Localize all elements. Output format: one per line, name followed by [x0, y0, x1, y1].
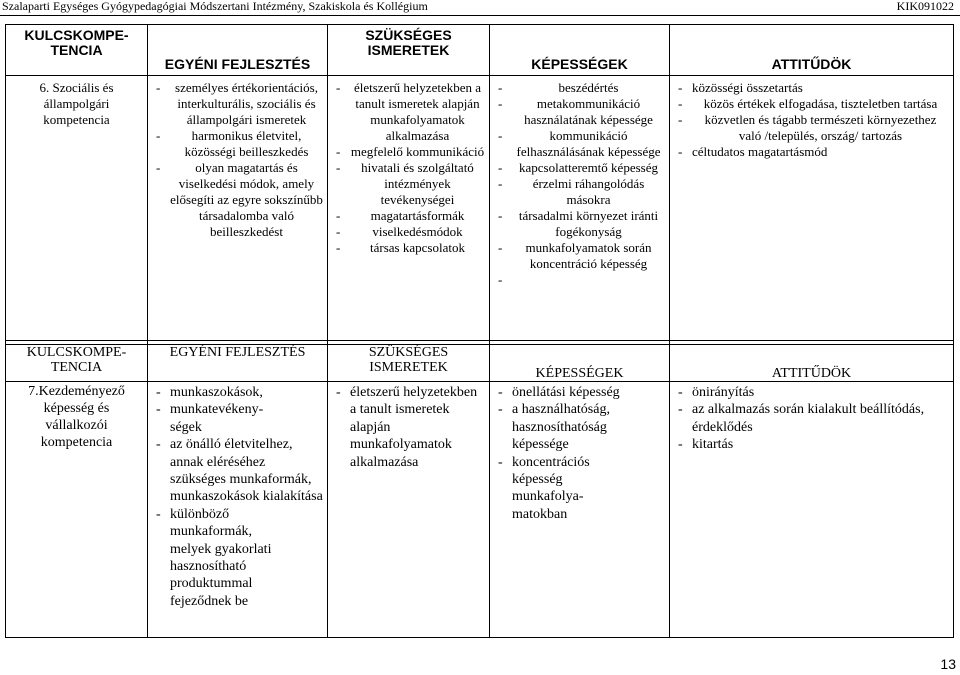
ismeretek-list: [328, 384, 489, 471]
header-szukseges-line2: ISMERETEK: [369, 360, 448, 375]
list-item-text: - a használhatóság, hasznosíthatóság képessége: [512, 402, 610, 453]
header-szukseges-ismeretek: [328, 341, 490, 382]
list-item-text: - személyes értékorientációs, interkulturális, szociális és állampolgári ismeretek: [175, 80, 318, 127]
list-item-text: - társas kapcsolatok: [370, 240, 465, 255]
competence-table-7: [5, 340, 954, 638]
kepessegek-cell: [490, 382, 670, 638]
competence-line: 6. Szociális és: [39, 80, 114, 95]
list-item: [328, 80, 489, 144]
list-item: [670, 80, 953, 96]
competence-line: állampolgári: [43, 96, 110, 111]
list-item: [148, 384, 327, 401]
header-attitudok: ATTITŰDÖK: [670, 25, 954, 76]
list-item: [148, 80, 327, 128]
table2-header-row: [6, 341, 954, 382]
competence-line: képesség és: [43, 401, 110, 416]
list-item-text: - munkaszokások,: [170, 385, 263, 400]
header-szukseges-line1: SZÜKSÉGES: [368, 345, 449, 360]
header-code: KIK091022: [896, 0, 954, 13]
list-item: [490, 208, 669, 240]
list-item: [490, 454, 669, 524]
header-attitudok: ATTITŰDÖK: [670, 341, 954, 382]
list-item-text: - önellátási képesség: [512, 385, 620, 400]
list-item: [328, 160, 489, 208]
header-kulcs-line2: TENCIA: [50, 42, 103, 58]
list-item-text: - érzelmi ráhangolódás másokra: [532, 176, 645, 207]
competence-line: 7.Kezdeményező: [28, 384, 125, 399]
attitudok-list: [670, 384, 953, 454]
egyeni-cell: [148, 382, 328, 638]
list-item-text: - metakommunikáció használatának képessége: [524, 96, 653, 127]
list-item-text: - megfelelő kommunikáció: [350, 144, 485, 159]
list-item: [490, 240, 669, 272]
list-item: [148, 506, 327, 610]
page-number: 13: [940, 656, 956, 672]
list-item: [148, 401, 327, 436]
list-item-text: - kapcsolatteremtő képesség: [519, 160, 658, 175]
list-item: [328, 208, 489, 224]
attitudok-list: [670, 80, 953, 160]
competence-name: [6, 80, 147, 128]
competence-table-6: [5, 24, 954, 345]
list-item-text: - munkafolyamatok során koncentráció képesség: [525, 240, 652, 271]
competence-cell: [6, 76, 148, 345]
list-item-text: - koncentrációs képesség munkafolya-matokban: [512, 454, 590, 522]
running-header: [0, 0, 960, 16]
list-item-text: - közvetlen és tágabb természeti környezethez való /település, ország/ tartozás: [704, 112, 937, 143]
list-item-text: - az alkalmazás során kialakult beállítódás, érdeklődés: [692, 402, 925, 435]
list-item: [670, 96, 953, 112]
header-kulcskompetencia: [6, 341, 148, 382]
ismeretek-cell: [328, 382, 490, 638]
egyeni-cell: [148, 76, 328, 345]
list-item: [490, 160, 669, 176]
list-item: [670, 144, 953, 160]
list-item-text: - munkatevékeny-ségek: [170, 402, 264, 435]
competence-name: [6, 383, 147, 451]
list-item-text: - az önálló életvitelhez, annak eléréséhez szükséges munkaformák, munkaszokások kialakítása: [170, 437, 323, 505]
header-kulcskompetencia: [6, 25, 148, 76]
list-item-text: - olyan magatartás és viselkedési módok, amely elősegíti az egyre sokszínűbb társadalomba való beilleszkedést: [170, 160, 323, 239]
egyeni-list: [148, 80, 327, 240]
header-egyeni-fejlesztes: EGYÉNI FEJLESZTÉS: [148, 341, 328, 382]
header-egyeni-fejlesztes: EGYÉNI FEJLESZTÉS: [148, 25, 328, 76]
header-szukseges-line1: SZÜKSÉGES: [365, 27, 452, 43]
list-item: [670, 436, 953, 453]
list-item: [328, 224, 489, 240]
list-item: [490, 176, 669, 208]
competence-cell: [6, 382, 148, 638]
list-item: [670, 112, 953, 144]
header-szukseges-line2: ISMERETEK: [367, 42, 450, 58]
list-item: [148, 160, 327, 240]
header-institution: Szalaparti Egységes Gyógypedagógiai Módszertani Intézmény, Szakiskola és Kollégium: [2, 0, 428, 13]
list-item: [328, 240, 489, 256]
list-item-empty: [490, 272, 669, 288]
list-item: [490, 401, 669, 453]
list-item-text: - társadalmi környezet iránti fogékonyság: [518, 208, 659, 239]
list-item: [148, 436, 327, 506]
table1-body-row: [6, 76, 954, 345]
list-item-text: - önirányítás: [692, 385, 755, 400]
header-szukseges-ismeretek: [328, 25, 490, 76]
header-kulcs-line1: KULCSKOMPE-: [26, 345, 127, 360]
list-item-text: - céltudatos magatartásmód: [692, 144, 828, 159]
list-item-text: - magatartásformák: [370, 208, 465, 223]
list-item-text: - hivatali és szolgáltató intézmények tevékenységei: [361, 160, 474, 207]
attitudok-cell: [670, 382, 954, 638]
competence-line: kompetencia: [43, 112, 110, 127]
kepessegek-list: [490, 384, 669, 523]
header-kulcs-line2: TENCIA: [50, 360, 103, 375]
list-item: [490, 80, 669, 96]
list-item: [490, 128, 669, 160]
list-item-text: - közös értékek elfogadása, tiszteletben tartása: [703, 96, 938, 111]
header-kepessegek: KÉPESSÉGEK: [490, 341, 670, 382]
list-item: [670, 384, 953, 401]
list-item-text: - életszerű helyzetekben a tanult ismeretek alapján munkafolyamatok alkalmazása: [350, 385, 478, 470]
table2-body-row: [6, 382, 954, 638]
header-kepessegek: KÉPESSÉGEK: [490, 25, 670, 76]
ismeretek-cell: [328, 76, 490, 345]
list-item: [490, 96, 669, 128]
attitudok-cell: [670, 76, 954, 345]
list-item-text: - kitartás: [692, 437, 734, 453]
kepessegek-list: [490, 80, 669, 288]
list-item: [148, 128, 327, 160]
ismeretek-list: [328, 80, 489, 256]
competence-line: vállalkozói: [45, 418, 108, 433]
header-kulcs-line1: KULCSKOMPE-: [24, 27, 129, 43]
list-item: [328, 384, 489, 471]
list-item-text: - beszédértés: [558, 80, 619, 95]
list-item: [328, 144, 489, 160]
competence-line: kompetencia: [40, 435, 113, 450]
list-item-text: - közösségi összetartás: [692, 80, 803, 95]
list-item-text: - viselkedésmódok: [372, 224, 463, 239]
list-item: [670, 401, 953, 436]
list-item-text: - különböző munkaformák, melyek gyakorlati hasznosítható produktummal fejeződnek be: [170, 506, 272, 609]
list-item: [490, 384, 669, 401]
table1-header-row: [6, 25, 954, 76]
egyeni-list: [148, 384, 327, 610]
list-item-text: - harmonikus életvitel, közösségi beilleszkedés: [184, 128, 309, 159]
list-item-text: - kommunikáció felhasználásának képessége: [516, 128, 661, 159]
kepessegek-cell: [490, 76, 670, 345]
list-item-text: - életszerű helyzetekben a tanult ismeretek alapján munkafolyamatok alkalmazása: [353, 80, 482, 143]
